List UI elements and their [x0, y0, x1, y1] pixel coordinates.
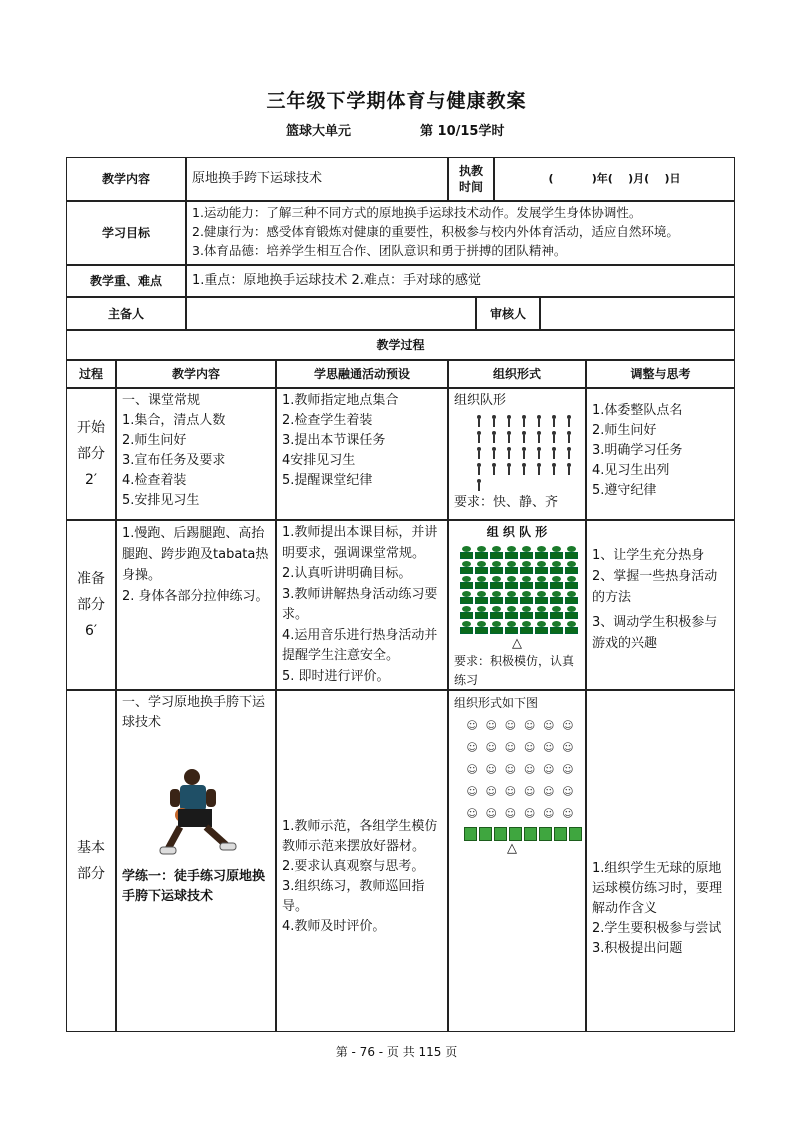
student-figure	[566, 415, 572, 427]
start-activity	[276, 388, 448, 520]
student-figure: ☺	[523, 785, 536, 798]
reflect-line: 3、调动学生积极参与游戏的兴趣	[592, 615, 718, 651]
time-label: 执教时间	[448, 157, 494, 201]
student-figure	[520, 606, 533, 619]
student-figure	[550, 546, 563, 559]
student-figure	[490, 621, 503, 634]
key-label: 教学重、难点	[66, 265, 186, 297]
student-figure	[490, 576, 503, 589]
lesson-label: 第 10/15学时	[420, 124, 505, 139]
student-figure	[521, 463, 527, 475]
page-title: 三年级下学期体育与健康教案	[266, 90, 527, 112]
student-figure: ☺	[543, 763, 555, 776]
student-figure	[535, 561, 548, 574]
student-figure	[506, 415, 512, 427]
content-line: 4.检查着装	[122, 473, 187, 488]
student-figure	[550, 591, 563, 604]
student-figure	[535, 621, 548, 634]
equipment-marker	[509, 827, 522, 841]
header-organization: 组织形式	[448, 360, 586, 388]
student-figure	[490, 591, 503, 604]
student-figure: ☺	[562, 763, 574, 776]
content-line: 5.安排见习生	[122, 493, 200, 508]
student-figure: ☺	[466, 763, 478, 776]
reflect-line: 5.遵守纪律	[592, 483, 657, 498]
activity-line: 3.组织练习，教师巡回指导。	[282, 879, 425, 914]
activity-line: 4.教师及时评价。	[282, 919, 386, 934]
main-organization	[448, 690, 586, 1032]
practice-label: 学练一：徒手练习原地换手胯下运球技术	[122, 869, 266, 904]
activity-line: 2.检查学生着装	[282, 413, 373, 428]
student-figure: ☺	[562, 719, 574, 732]
student-figure	[475, 621, 488, 634]
activity-line: 1.教师指定地点集合	[282, 393, 399, 408]
header-activity: 学思融通活动预设	[276, 360, 448, 388]
student-figure	[475, 561, 488, 574]
student-figure	[565, 591, 578, 604]
student-figure: ☺	[466, 785, 478, 798]
equipment-marker	[479, 827, 492, 841]
reviewer-label: 审核人	[476, 297, 540, 330]
process-title: 教学过程	[66, 330, 735, 360]
student-figure: ☺	[485, 807, 497, 820]
reflect-line: 1.体委整队点名	[592, 403, 683, 418]
student-figure: ☺	[562, 785, 574, 798]
warmup-activity	[276, 520, 448, 690]
activity-line: 3.提出本节课任务	[282, 433, 386, 448]
student-figure: ☺	[466, 741, 478, 754]
header-content: 教学内容	[116, 360, 276, 388]
student-figure	[520, 561, 533, 574]
goal-line: 1.运动能力：了解三种不同方式的原地换手运球技术动作。发展学生身体协调性。	[192, 205, 642, 220]
equipment-marker	[494, 827, 507, 841]
student-figure	[491, 431, 497, 443]
student-figure	[506, 447, 512, 459]
student-figure	[475, 606, 488, 619]
equipment-row	[464, 827, 568, 841]
reflect-line: 3.积极提出问题	[592, 941, 683, 956]
student-figure: ☺	[504, 763, 517, 776]
activity-line: 5. 即时进行评价。	[282, 668, 390, 684]
student-figure	[535, 606, 548, 619]
student-figure	[505, 561, 518, 574]
student-figure	[476, 415, 482, 427]
org-note: 要求：快、静、齐	[454, 495, 559, 510]
warmup-organization	[448, 520, 586, 690]
reflect-line: 4.见习生出列	[592, 463, 670, 478]
org-title: 组 织 队 形	[486, 525, 548, 539]
equipment-marker	[569, 827, 582, 841]
student-figure: ☺	[562, 741, 574, 754]
student-figure	[550, 621, 563, 634]
reflect-line: 2.师生问好	[592, 423, 657, 438]
student-figure	[506, 463, 512, 475]
student-figure	[476, 447, 482, 459]
student-figure: ☺	[543, 741, 555, 754]
student-figure	[475, 576, 488, 589]
student-figure	[536, 431, 542, 443]
formation-diagram	[460, 546, 572, 634]
start-content	[116, 388, 276, 520]
student-figure	[460, 621, 473, 634]
basketball-player-image	[140, 763, 250, 863]
student-figure	[460, 606, 473, 619]
student-figure	[505, 546, 518, 559]
content-line: 2.师生问好	[122, 433, 187, 448]
activity-line: 3.教师讲解热身活动练习要求。	[282, 586, 438, 622]
student-figure	[566, 431, 572, 443]
teacher-marker: △	[507, 841, 517, 856]
student-figure: ☺	[543, 719, 555, 732]
student-figure	[536, 415, 542, 427]
student-figure: ☺	[504, 741, 517, 754]
student-figure	[551, 431, 557, 443]
student-figure	[505, 591, 518, 604]
preparer-value	[186, 297, 476, 330]
student-figure	[491, 415, 497, 427]
student-figure: ☺	[485, 741, 497, 754]
warmup-content	[116, 520, 276, 690]
student-figure	[476, 431, 482, 443]
student-figure	[535, 591, 548, 604]
activity-line: 1.教师示范，各组学生模仿教师示范来摆放好器材。	[282, 819, 438, 854]
student-figure	[460, 591, 473, 604]
content-line: 2. 身体各部分拉伸练习。	[122, 589, 269, 604]
start-organization	[448, 388, 586, 520]
student-figure	[551, 447, 557, 459]
student-figure	[565, 576, 578, 589]
goals-cell	[186, 201, 735, 265]
student-figure	[565, 621, 578, 634]
student-figure: ☺	[504, 807, 517, 820]
page-footer: 第 - 76 - 页 共 115 页	[335, 1045, 458, 1059]
goal-line: 3.体育品德：培养学生相互合作、团队意识和勇于拼搏的团队精神。	[192, 243, 567, 258]
student-figure	[491, 463, 497, 475]
content-line: 一、学习原地换手胯下运球技术	[122, 695, 266, 730]
date-value: ( )年( )月( )日	[494, 157, 735, 201]
reviewer-value	[540, 297, 735, 330]
student-figure	[460, 561, 473, 574]
reflect-line: 1.组织学生无球的原地运球模仿练习时，要理解动作含义	[592, 861, 723, 916]
student-figure	[476, 463, 482, 475]
main-reflection	[586, 690, 735, 1032]
student-figure	[565, 606, 578, 619]
key-value: 1.重点：原地换手运球技术 2.难点：手对球的感觉	[186, 265, 735, 297]
student-figure: ☺	[523, 719, 536, 732]
lesson-plan-table	[66, 157, 735, 1032]
student-figure	[566, 447, 572, 459]
student-figure: ☺	[466, 807, 478, 820]
student-figure: ☺	[485, 763, 497, 776]
student-figure: ☺	[543, 785, 555, 798]
student-figure	[506, 431, 512, 443]
reflect-line: 3.明确学习任务	[592, 443, 683, 458]
student-figure	[505, 621, 518, 634]
student-figure	[535, 546, 548, 559]
student-figure	[490, 561, 503, 574]
student-figure	[520, 621, 533, 634]
header-reflection: 调整与思考	[586, 360, 735, 388]
student-figure: ☺	[466, 719, 478, 732]
student-figure: ☺	[523, 763, 536, 776]
formation-diagram	[464, 719, 576, 821]
phase-main: 基本部分	[66, 690, 116, 1032]
student-figure	[490, 606, 503, 619]
student-figure	[476, 479, 482, 491]
unit-label: 篮球大单元	[286, 124, 352, 139]
phase-warmup: 准备部分6′	[66, 520, 116, 690]
student-figure	[521, 447, 527, 459]
activity-line: 5.提醒课堂纪律	[282, 473, 373, 488]
formation-diagram	[474, 415, 574, 491]
content-line: 1.集合，清点人数	[122, 413, 226, 428]
student-figure	[535, 576, 548, 589]
student-figure	[505, 576, 518, 589]
content-label: 教学内容	[66, 157, 186, 201]
student-figure: ☺	[523, 741, 536, 754]
student-figure	[550, 561, 563, 574]
org-title: 组织形式如下图	[454, 696, 539, 710]
student-figure	[520, 546, 533, 559]
student-figure: ☺	[504, 719, 517, 732]
equipment-marker	[524, 827, 537, 841]
student-figure	[551, 463, 557, 475]
student-figure: ☺	[543, 807, 555, 820]
activity-line: 4安排见习生	[282, 453, 356, 468]
student-figure	[521, 415, 527, 427]
student-figure: ☺	[485, 785, 497, 798]
reflect-line: 1、让学生充分热身	[592, 548, 705, 563]
student-figure	[536, 447, 542, 459]
phase-start: 开始部分2′	[66, 388, 116, 520]
reflect-line: 2.学生要积极参与尝试	[592, 921, 722, 936]
student-figure	[565, 561, 578, 574]
student-figure	[460, 546, 473, 559]
equipment-marker	[464, 827, 477, 841]
activity-line: 2.要求认真观察与思考。	[282, 859, 425, 874]
activity-line: 4.运用音乐进行热身活动并提醒学生注意安全。	[282, 627, 438, 663]
student-figure	[491, 447, 497, 459]
teacher-marker: △	[512, 636, 522, 651]
goal-line: 2.健康行为：感受体育锻炼对健康的重要性，积极参与校内外体育活动，适应自然环境。	[192, 224, 679, 239]
student-figure	[550, 576, 563, 589]
main-content	[116, 690, 276, 1032]
main-activity	[276, 690, 448, 1032]
warmup-reflection	[586, 520, 735, 690]
goals-label: 学习目标	[66, 201, 186, 265]
student-figure	[550, 606, 563, 619]
content-line: 3.宣布任务及要求	[122, 453, 226, 468]
student-figure: ☺	[523, 807, 536, 820]
student-figure	[565, 546, 578, 559]
activity-line: 1.教师提出本课目标，并讲明要求，强调课堂常规。	[282, 525, 438, 561]
org-note: 要求：积极模仿，认真练习	[454, 654, 575, 687]
student-figure	[521, 431, 527, 443]
student-figure	[475, 546, 488, 559]
student-figure	[520, 591, 533, 604]
student-figure	[460, 576, 473, 589]
header-phase: 过程	[66, 360, 116, 388]
content-value: 原地换手跨下运球技术	[186, 157, 448, 201]
student-figure	[536, 463, 542, 475]
reflect-line: 2、掌握一些热身活动的方法	[592, 569, 718, 605]
equipment-marker	[539, 827, 552, 841]
content-line: 一、课堂常规	[122, 393, 201, 408]
student-figure	[551, 415, 557, 427]
student-figure: ☺	[562, 807, 574, 820]
start-reflection	[586, 388, 735, 520]
student-figure	[505, 606, 518, 619]
activity-line: 2.认真听讲明确目标。	[282, 566, 412, 581]
student-figure	[566, 463, 572, 475]
student-figure: ☺	[485, 719, 497, 732]
student-figure	[475, 591, 488, 604]
preparer-label: 主备人	[66, 297, 186, 330]
student-figure	[520, 576, 533, 589]
student-figure	[490, 546, 503, 559]
equipment-marker	[554, 827, 567, 841]
content-line: 1.慢跑、后踢腿跑、高抬腿跑、跨步跑及tabata热身操。	[122, 526, 269, 583]
student-figure: ☺	[504, 785, 517, 798]
org-title: 组织队形	[454, 393, 507, 408]
